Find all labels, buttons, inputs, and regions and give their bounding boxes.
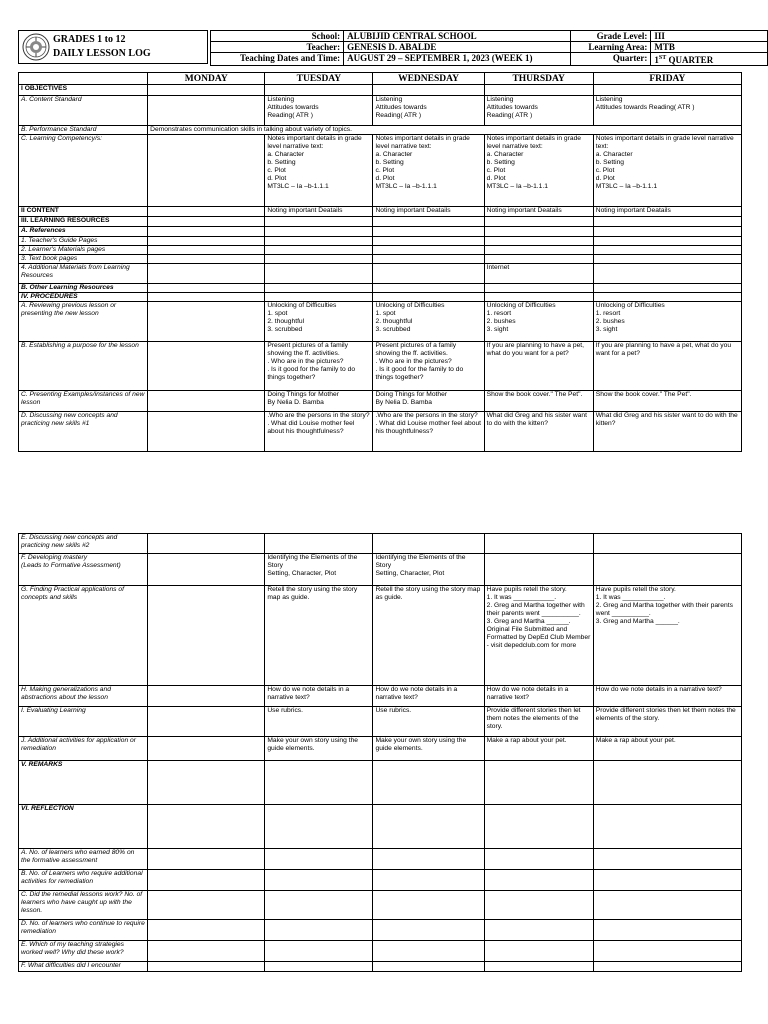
resources-row (19, 217, 742, 227)
procedure-h-label: H. Making generalizations and abstractions about the lesson (19, 686, 148, 707)
reflection-d-label: D. No. of learners who continue to require remediation (19, 920, 148, 941)
procedure-g-thu: Have pupils retell the story. 1. It was ___________. 2. Greg and Martha together with their parents went __________. 3. Greg and Martha ______. Original File Submitted and Formatted by DepEd Club Member - visit depedclub.com for more (484, 586, 593, 686)
additional-materials-row (19, 264, 742, 284)
textbook-row (19, 255, 742, 264)
learners-materials-label: 2. Learner's Materials pages (19, 246, 148, 255)
day-monday: MONDAY (148, 73, 265, 85)
procedure-e-label: E. Discussing new concepts and practicing new skills #2 (19, 534, 148, 554)
teacher-value: GENESIS D. ABALDE (344, 42, 571, 53)
procedure-a-label: A. Reviewing previous lesson or presenting the new lesson (19, 302, 148, 342)
procedure-j-label: J. Additional activities for application or remediation (19, 737, 148, 761)
reflection-a-row (19, 849, 742, 870)
quarter-value (651, 53, 768, 66)
grade-level-value: III (651, 31, 768, 42)
procedure-j-wed: Make your own story using the guide elements. (373, 737, 484, 761)
procedure-d-label: D. Discussing new concepts and practicing new skills #1 (19, 412, 148, 452)
procedure-c-row (19, 391, 742, 412)
competency-row (19, 135, 742, 207)
content-standard-mon (148, 96, 265, 126)
procedure-a-row (19, 302, 742, 342)
reflection-a-label: A. No. of learners who earned 80% on the formative assessment (19, 849, 148, 870)
reflection-f-row (19, 962, 742, 972)
references-label: A. References (19, 227, 148, 237)
form-title-grades: GRADES 1 to 12 (53, 34, 126, 45)
learners-materials-row (19, 246, 742, 255)
competency-fri: Notes important details in grade level narrative text: a. Character b. Setting c. Plot d. Plot MT3LC – Ia –b-1.1.1 (593, 135, 741, 207)
procedure-f-label: F. Developing mastery (Leads to Formative Assessment) (19, 554, 148, 586)
procedure-b-mon (148, 342, 265, 391)
additional-materials-label: 4. Additional Materials from Learning Resources (19, 264, 148, 284)
procedure-i-row (19, 707, 742, 737)
performance-standard-value: Demonstrates communication skills in talking about variety of topics. (148, 126, 742, 135)
procedure-h-row (19, 686, 742, 707)
competency-wed: Notes important details in grade level narrative text: a. Character b. Setting c. Plot d. Plot MT3LC – Ia –b-1.1.1 (373, 135, 484, 207)
procedure-c-mon (148, 391, 265, 412)
procedure-c-wed: Doing Things for Mother By Nelia D. Bamba (373, 391, 484, 412)
content-mon (148, 207, 265, 217)
reflection-c-label: C. Did the remedial lessons work? No. of learners who have caught up with the lesson. (19, 891, 148, 920)
procedure-d-fri: What did Greg and his sister want to do with the kitten? (593, 412, 741, 452)
procedure-b-label: B. Establishing a purpose for the lesson (19, 342, 148, 391)
content-standard-fri: Listening Attitudes towards Reading( ATR ) (593, 96, 741, 126)
lesson-log-table-part1 (18, 72, 742, 452)
references-row (19, 227, 742, 237)
remarks-row (19, 761, 742, 805)
procedure-i-wed: Use rubrics. (373, 707, 484, 737)
reflection-label: VI. REFLECTION (19, 805, 148, 849)
procedure-i-label: I. Evaluating Learning (19, 707, 148, 737)
quarter-suffix: ST (658, 55, 667, 61)
procedure-c-tue: Doing Things for Mother By Nelia D. Bamba (265, 391, 373, 412)
learning-area-label: Learning Area: (571, 42, 651, 53)
procedure-c-label: C. Presenting Examples/instances of new lesson (19, 391, 148, 412)
reflection-b-row (19, 870, 742, 891)
procedure-f-tue: Identifying the Elements of the Story Setting, Character, Plot (265, 554, 373, 586)
content-wed: Noting important Deatails (373, 207, 484, 217)
performance-standard-label: B. Performance Standard (19, 126, 148, 135)
procedure-g-label: G. Finding Practical applications of concepts and skills (19, 586, 148, 686)
reflection-c-row (19, 891, 742, 920)
procedure-e-row (19, 534, 742, 554)
procedure-b-row (19, 342, 742, 391)
procedure-f-fri (593, 554, 741, 586)
content-standard-thu: Listening Attitudes towards Reading( ATR ) (484, 96, 593, 126)
other-resources-label: B. Other Learning Resources (19, 284, 148, 293)
procedure-a-mon (148, 302, 265, 342)
procedure-f-thu (484, 554, 593, 586)
header-info-table (210, 30, 768, 66)
procedure-h-wed: How do we note details in a narrative text? (373, 686, 484, 707)
procedure-a-thu: Unlocking of Difficulties 1. resort 2. bushes 3. sight (484, 302, 593, 342)
textbook-label: 3. Text book pages (19, 255, 148, 264)
procedure-i-tue: Use rubrics. (265, 707, 373, 737)
procedure-h-fri: How do we note details in a narrative text? (593, 686, 741, 707)
procedure-g-mon (148, 586, 265, 686)
procedure-f-row (19, 554, 742, 586)
procedure-h-thu: How do we note details in a narrative text? (484, 686, 593, 707)
procedure-b-wed: Present pictures of a family showing the ff. activities. . Who are in the pictures? . Is it good for the family to do things together? (373, 342, 484, 391)
procedure-d-wed: .Who are the persons in the story? . What did Louise mother feel about his thoughtfulness? (373, 412, 484, 452)
day-tuesday: TUESDAY (265, 73, 373, 85)
procedure-a-fri: Unlocking of Difficulties 1. resort 2. bushes 3. sight (593, 302, 741, 342)
teachers-guide-label: 1. Teacher's Guide Pages (19, 237, 148, 246)
quarter-label: Quarter: (571, 53, 651, 66)
procedures-label: IV. PROCEDURES (19, 293, 148, 302)
day-friday: FRIDAY (593, 73, 741, 85)
procedure-h-tue: How do we note details in a narrative text? (265, 686, 373, 707)
learning-area-value: MTB (651, 42, 768, 53)
procedure-d-tue: .Who are the persons in the story? . What did Louise mother feel about his thoughtfulness? (265, 412, 373, 452)
teaching-dates-value: AUGUST 29 – SEPTEMBER 1, 2023 (WEEK 1) (344, 53, 571, 66)
school-value: ALUBIJID CENTRAL SCHOOL (344, 31, 571, 42)
form-title-dll: DAILY LESSON LOG (53, 48, 151, 59)
objectives-row (19, 85, 742, 96)
reflection-d-row (19, 920, 742, 941)
competency-thu: Notes important details in grade level narrative text: a. Character b. Setting c. Plot d. Plot MT3LC – Ia –b-1.1.1 (484, 135, 593, 207)
procedure-f-mon (148, 554, 265, 586)
procedure-j-mon (148, 737, 265, 761)
procedure-j-fri: Make a rap about your pet. (593, 737, 741, 761)
procedure-c-thu: Show the book cover." The Pet". (484, 391, 593, 412)
competency-mon (148, 135, 265, 207)
procedure-b-thu: If you are planning to have a pet, what do you want for a pet? (484, 342, 593, 391)
additional-tue (265, 264, 373, 284)
school-label: School: (211, 31, 344, 42)
objectives-label: I OBJECTIVES (19, 85, 148, 96)
teacher-label: Teacher: (211, 42, 344, 53)
day-wednesday: WEDNESDAY (373, 73, 484, 85)
procedure-i-thu: Provide different stories then let them notes the elements of the story. (484, 707, 593, 737)
procedure-h-mon (148, 686, 265, 707)
procedure-d-mon (148, 412, 265, 452)
reflection-b-label: B. No. of Learners who require additional activities for remediation (19, 870, 148, 891)
reflection-e-label: E. Which of my teaching strategies worked well? Why did these work? (19, 941, 148, 962)
additional-wed (373, 264, 484, 284)
procedures-row (19, 293, 742, 302)
procedure-g-tue: Retell the story using the story map as guide. (265, 586, 373, 686)
procedure-j-row (19, 737, 742, 761)
procedure-i-fri: Provide different stories then let them notes the elements of the story. (593, 707, 741, 737)
procedure-a-tue: Unlocking of Difficulties 1. spot 2. thoughtful 3. scrubbed (265, 302, 373, 342)
content-row (19, 207, 742, 217)
quarter-word: QUARTER (666, 55, 714, 65)
corner-cell (19, 73, 148, 85)
form-header (18, 30, 768, 64)
reflection-row (19, 805, 742, 849)
reflection-e-row (19, 941, 742, 962)
procedure-d-row (19, 412, 742, 452)
form-title-box (18, 30, 208, 64)
content-standard-row (19, 96, 742, 126)
grade-level-label: Grade Level: (571, 31, 651, 42)
content-standard-label: A. Content Standard (19, 96, 148, 126)
procedure-b-fri: If you are planning to have a pet, what do you want for a pet? (593, 342, 741, 391)
teaching-dates-label: Teaching Dates and Time: (211, 53, 344, 66)
procedure-j-thu: Make a rap about your pet. (484, 737, 593, 761)
teachers-guide-row (19, 237, 742, 246)
day-header-row (19, 73, 742, 85)
content-fri: Noting important Deatails (593, 207, 741, 217)
quarter-number: 1 (654, 55, 659, 65)
deped-seal-icon (22, 33, 50, 61)
content-tue: Noting important Deatails (265, 207, 373, 217)
performance-standard-row (19, 126, 742, 135)
additional-mon (148, 264, 265, 284)
remarks-label: V. REMARKS (19, 761, 148, 805)
procedure-a-wed: Unlocking of Difficulties 1. spot 2. thoughtful 3. scrubbed (373, 302, 484, 342)
other-resources-row (19, 284, 742, 293)
day-thursday: THURSDAY (484, 73, 593, 85)
procedure-c-fri: Show the book cover." The Pet". (593, 391, 741, 412)
content-label: II CONTENT (19, 207, 148, 217)
procedure-g-row (19, 586, 742, 686)
procedure-f-wed: Identifying the Elements of the Story Setting, Character, Plot (373, 554, 484, 586)
content-standard-wed: Listening Attitudes towards Reading( ATR ) (373, 96, 484, 126)
content-standard-tue: Listening Attitudes towards Reading( ATR ) (265, 96, 373, 126)
procedure-b-tue: Present pictures of a family showing the ff. activities. . Who are in the pictures? . Is it good for the family to do things together? (265, 342, 373, 391)
procedure-d-thu: What did Greg and his sister want to do with the kitten? (484, 412, 593, 452)
procedure-g-wed: Retell the story using the story map as guide. (373, 586, 484, 686)
additional-thu: Internet (484, 264, 593, 284)
resources-label: III. LEARNING RESOURCES (19, 217, 148, 227)
lesson-log-table-part2 (18, 533, 742, 972)
procedure-g-fri: Have pupils retell the story. 1. It was ___________. 2. Greg and Martha together with their parents went __________. 3. Greg and Martha ______. (593, 586, 741, 686)
reflection-f-label: F. What difficulties did I encounter (19, 962, 148, 972)
competency-tue: Notes important details in grade level narrative text: a. Character b. Setting c. Plot d. Plot MT3LC – Ia –b-1.1.1 (265, 135, 373, 207)
additional-fri (593, 264, 741, 284)
competency-label: C. Learning Competency/s: (19, 135, 148, 207)
procedure-j-tue: Make your own story using the guide elements. (265, 737, 373, 761)
procedure-i-mon (148, 707, 265, 737)
content-thu: Noting important Deatails (484, 207, 593, 217)
